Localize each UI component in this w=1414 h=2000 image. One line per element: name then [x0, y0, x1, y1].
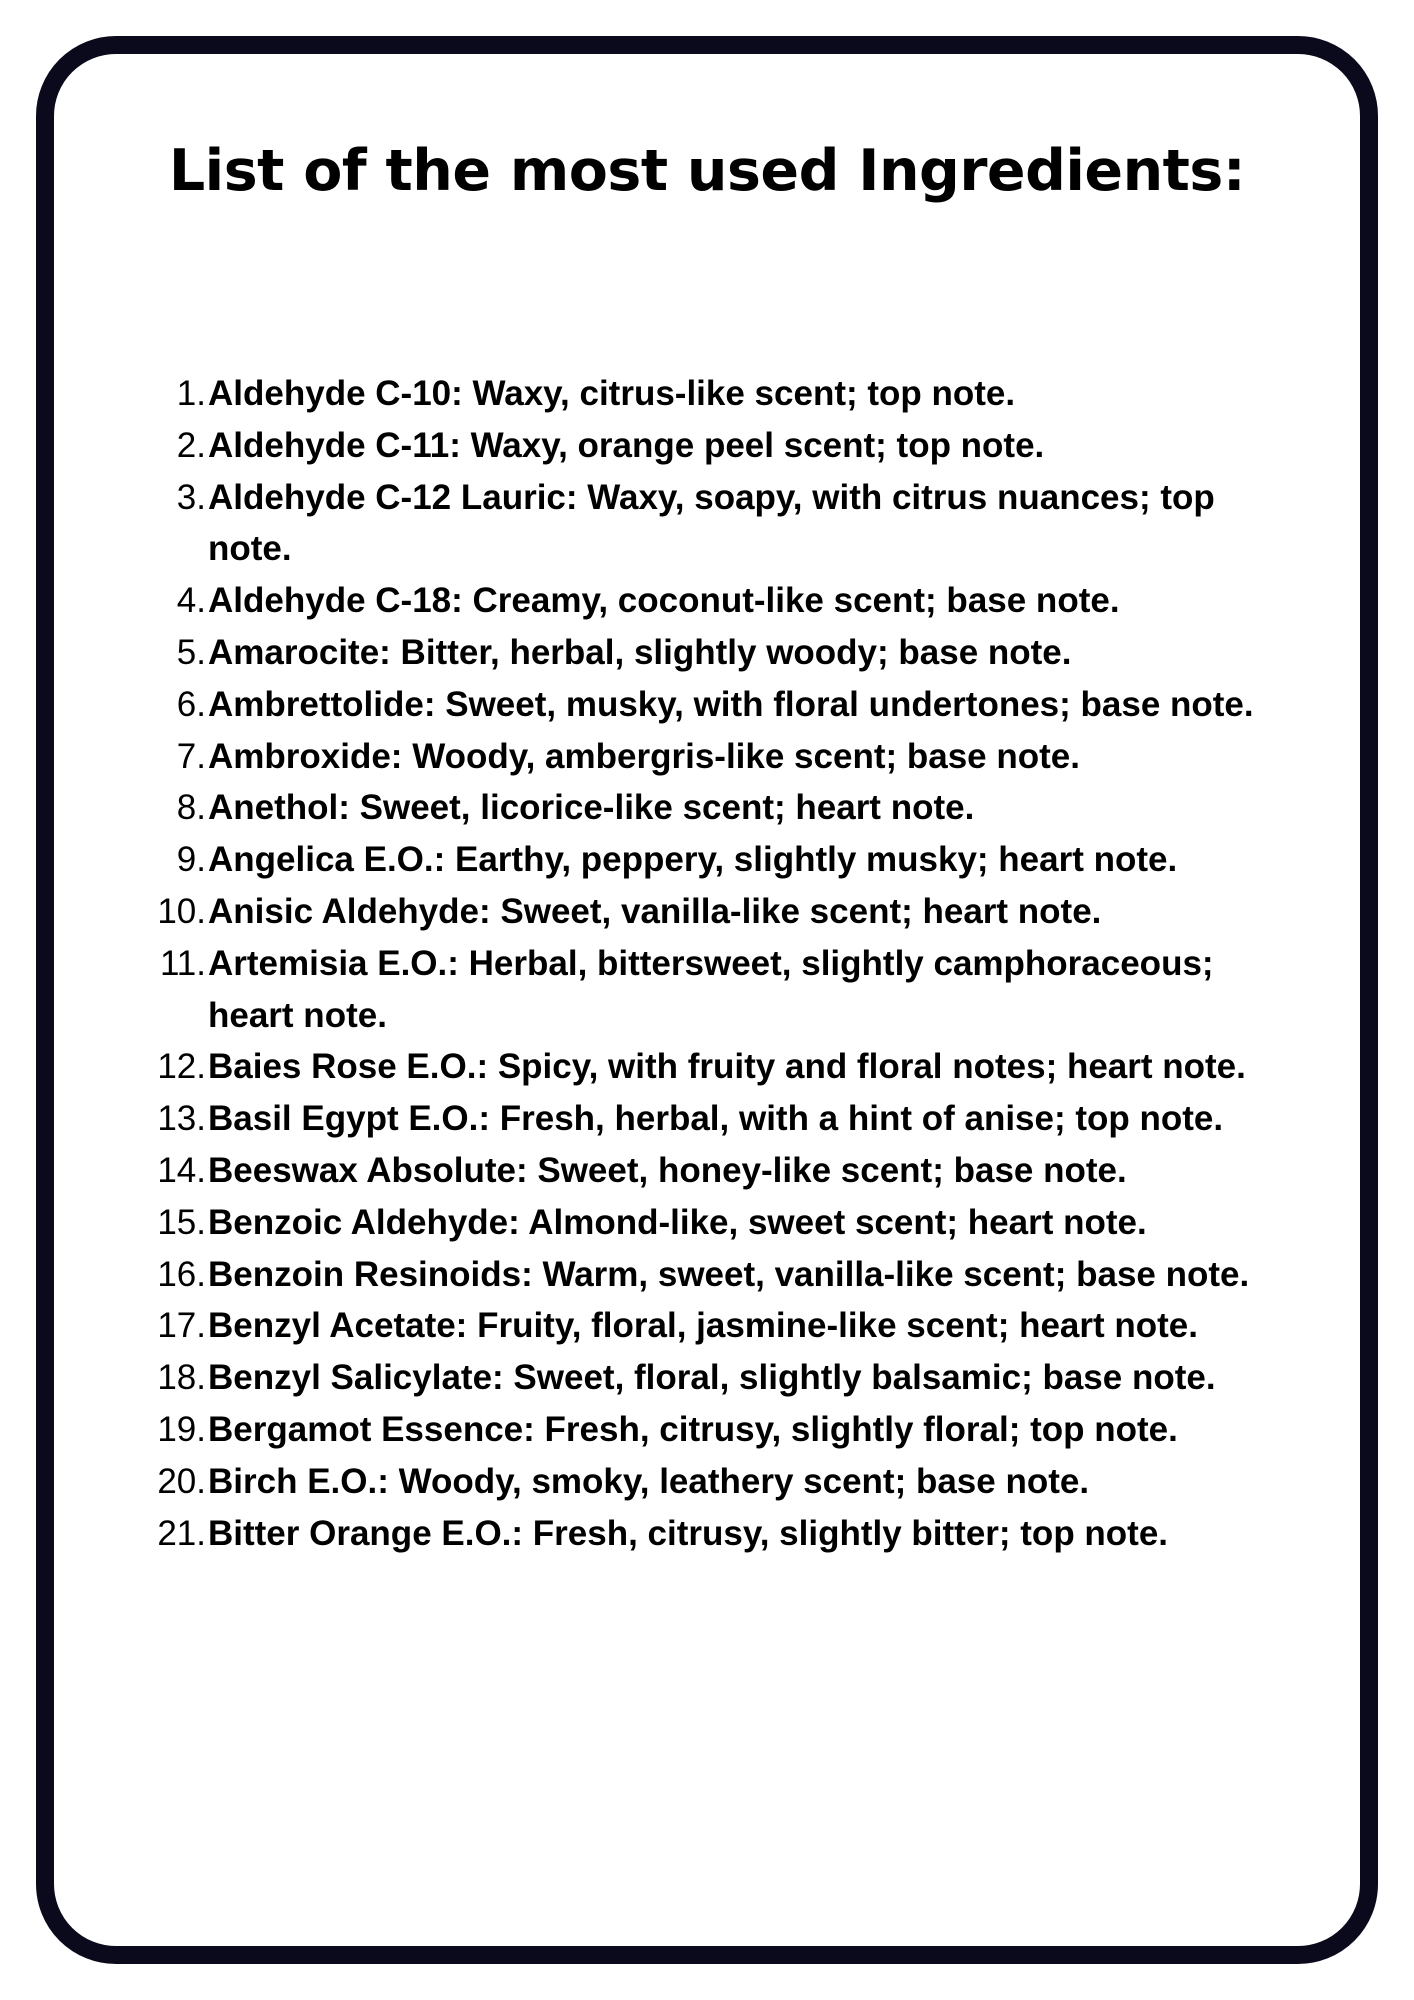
item-number: 11. [159, 943, 206, 983]
list-item [140, 1249, 1290, 1301]
item-number: 4. [176, 581, 206, 621]
item-number: 7. [176, 736, 206, 776]
item-number: 18. [157, 1358, 206, 1398]
item-text: Benzyl Salicylate: Sweet, floral, slightly balsamic; base note. [208, 1358, 1216, 1398]
page-title: List of the most used Ingredients: [168, 138, 1246, 204]
item-text: Ambrettolide: Sweet, musky, with floral undertones; base note. [208, 684, 1254, 724]
item-number: 8. [176, 788, 206, 828]
list-item [140, 1093, 1290, 1145]
item-number: 3. [176, 477, 206, 517]
list-item [140, 627, 1290, 679]
list-item [140, 472, 1290, 576]
item-text: Beeswax Absolute: Sweet, honey-like scent; base note. [208, 1150, 1127, 1190]
list-item [140, 368, 1290, 420]
item-text: Ambroxide: Woody, ambergris-like scent; base note. [208, 736, 1080, 776]
item-text: Bergamot Essence: Fresh, citrusy, slightly floral; top note. [208, 1409, 1178, 1449]
item-number: 19. [157, 1409, 206, 1449]
item-number: 5. [176, 632, 206, 672]
item-number: 15. [157, 1202, 206, 1242]
item-number: 21. [157, 1513, 206, 1553]
item-text: Artemisia E.O.: Herbal, bittersweet, slightly camphoraceous; heart note. [208, 943, 1214, 1035]
item-text: Amarocite: Bitter, herbal, slightly woody; base note. [208, 632, 1072, 672]
item-number: 6. [176, 684, 206, 724]
list-item [140, 1508, 1290, 1560]
item-number: 2. [176, 425, 206, 465]
list-item [140, 679, 1290, 731]
item-number: 9. [176, 840, 206, 880]
list-item [140, 834, 1290, 886]
item-text: Aldehyde C-18: Creamy, coconut-like scent; base note. [208, 581, 1120, 621]
item-number: 10. [157, 891, 206, 931]
item-number: 1. [176, 374, 206, 413]
item-text: Aldehyde C-11: Waxy, orange peel scent; top note. [208, 425, 1045, 465]
list-item [140, 1197, 1290, 1249]
item-number: 20. [157, 1461, 206, 1501]
list-item [140, 1145, 1290, 1197]
list-item [140, 1300, 1290, 1352]
item-number: 16. [157, 1254, 206, 1294]
item-text: Birch E.O.: Woody, smoky, leathery scent; base note. [208, 1461, 1090, 1501]
item-number: 17. [157, 1306, 206, 1346]
list-item [140, 731, 1290, 783]
item-number: 14. [157, 1150, 206, 1190]
item-text: Anethol: Sweet, licorice-like scent; heart note. [208, 788, 975, 828]
list-item [140, 886, 1290, 938]
item-text: Baies Rose E.O.: Spicy, with fruity and floral notes; heart note. [208, 1047, 1246, 1087]
list-item [140, 1404, 1290, 1456]
item-text: Benzoin Resinoids: Warm, sweet, vanilla-like scent; base note. [208, 1254, 1250, 1294]
item-text: Bitter Orange E.O.: Fresh, citrusy, slightly bitter; top note. [208, 1513, 1169, 1553]
item-text: Basil Egypt E.O.: Fresh, herbal, with a hint of anise; top note. [208, 1099, 1224, 1139]
list-item [140, 938, 1290, 1042]
list-item [140, 1041, 1290, 1093]
list-item [140, 1456, 1290, 1508]
ingredient-list [140, 368, 1290, 1559]
list-item [140, 1352, 1290, 1404]
item-text: Benzyl Acetate: Fruity, floral, jasmine-like scent; heart note. [208, 1306, 1198, 1346]
item-number: 12. [157, 1047, 206, 1087]
item-text: Benzoic Aldehyde: Almond-like, sweet scent; heart note. [208, 1202, 1147, 1242]
item-number: 13. [157, 1099, 206, 1139]
list-item [140, 782, 1290, 834]
item-text: Aldehyde C-12 Lauric: Waxy, soapy, with citrus nuances; top note. [208, 477, 1215, 569]
item-text: Angelica E.O.: Earthy, peppery, slightly musky; heart note. [208, 840, 1178, 880]
list-item [140, 575, 1290, 627]
item-text: Aldehyde C-10: Waxy, citrus-like scent; top note. [208, 374, 1016, 413]
list-item [140, 420, 1290, 472]
item-text: Anisic Aldehyde: Sweet, vanilla-like scent; heart note. [208, 891, 1102, 931]
